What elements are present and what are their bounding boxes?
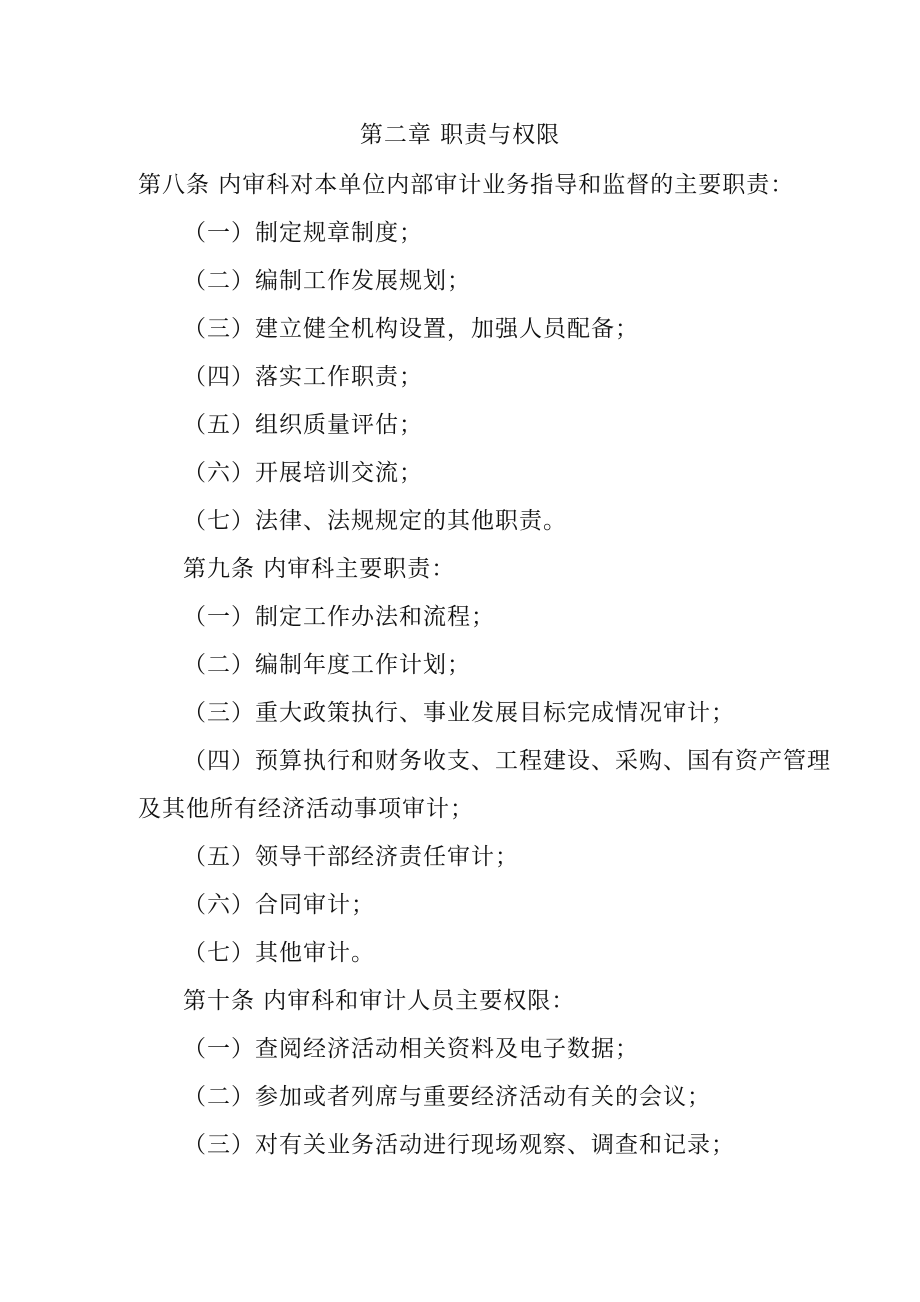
article-8-heading: 第八条 内审科对本单位内部审计业务指导和监督的主要职责：	[138, 172, 795, 198]
article-9-item-5: （五）领导干部经济责任审计；	[183, 844, 519, 870]
article-10-heading: 第十条 内审科和审计人员主要权限：	[183, 988, 576, 1014]
chapter-title: 第二章 职责与权限	[359, 122, 561, 148]
article-10-item-1: （一）查阅经济活动相关资料及电子数据；	[183, 1036, 639, 1062]
article-8-item-2: （二）编制工作发展规划；	[183, 268, 471, 294]
article-8-item-5: （五）组织质量评估；	[183, 412, 423, 438]
article-9-item-2: （二）编制年度工作计划；	[183, 652, 471, 678]
article-8-item-6: （六）开展培训交流；	[183, 460, 423, 486]
article-8-item-7: （七）法律、法规规定的其他职责。	[183, 508, 567, 534]
article-10-item-3: （三）对有关业务活动进行现场观察、调查和记录；	[183, 1132, 735, 1158]
article-9-item-3: （三）重大政策执行、事业发展目标完成情况审计；	[183, 700, 735, 726]
article-9-heading: 第九条 内审科主要职责：	[183, 556, 456, 582]
article-10-item-2: （二）参加或者列席与重要经济活动有关的会议；	[183, 1084, 711, 1110]
article-9-item-4-continued: 及其他所有经济活动事项审计；	[138, 796, 474, 822]
article-8-item-3: （三）建立健全机构设置，加强人员配备；	[183, 316, 639, 342]
article-8-item-1: （一）制定规章制度；	[183, 220, 423, 246]
article-8-item-4: （四）落实工作职责；	[183, 364, 423, 390]
article-9-item-6: （六）合同审计；	[183, 892, 375, 918]
article-9-item-4: （四）预算执行和财务收支、工程建设、采购、国有资产管理	[183, 748, 831, 774]
article-9-item-7: （七）其他审计。	[183, 940, 375, 966]
article-9-item-1: （一）制定工作办法和流程；	[183, 604, 495, 630]
